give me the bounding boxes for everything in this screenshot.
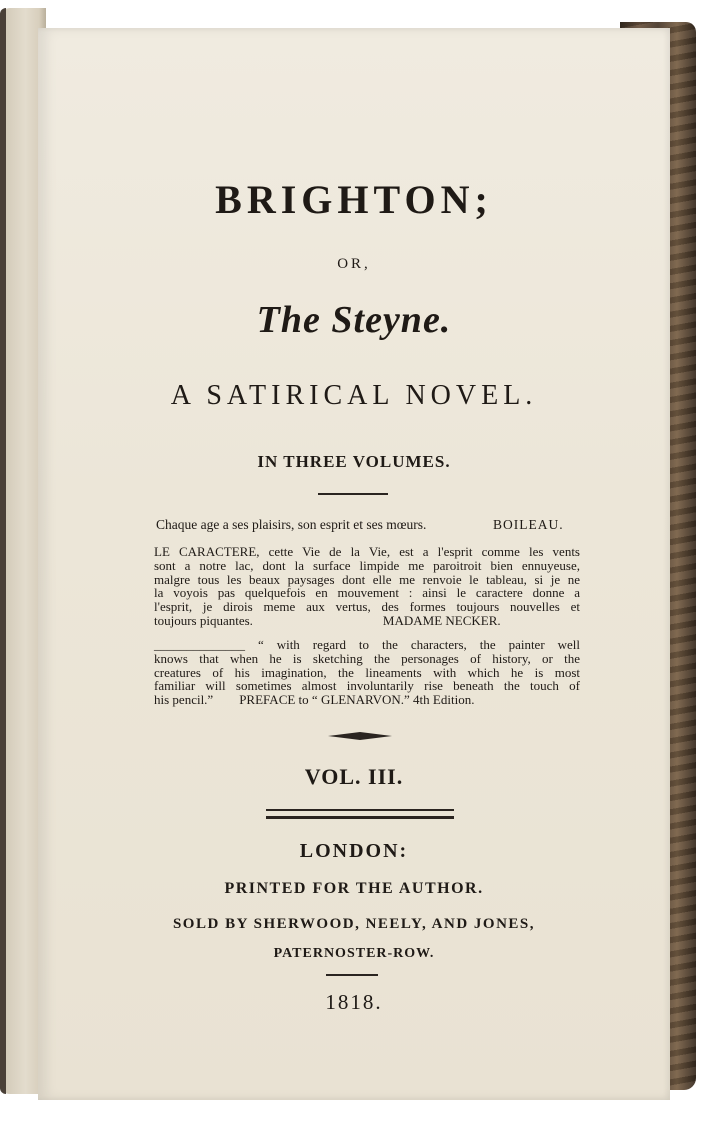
preface-line: ______________ “ with regard to the characters, the painter well [154, 637, 580, 652]
necker-line: LE CARACTERE, cette Vie de la Vie, est a l'esprit comme les vents [154, 544, 580, 559]
book-title: BRIGHTON; [215, 177, 493, 222]
title-page [38, 28, 670, 1100]
genre-line: A SATIRICAL NOVEL. [170, 380, 538, 411]
sold-by: SOLD BY SHERWOOD, NEELY, AND JONES, [172, 916, 536, 932]
boileau-quote: Chaque age a ses plaisirs, son esprit et ses mœurs. [156, 517, 427, 532]
necker-line: toujours piquantes. MADAME NECKER. [154, 612, 501, 628]
necker-line: malgre tous les beaux paysages dont elle me renvoie le tableau, si je ne [154, 571, 580, 587]
necker-line: la voyois pas quelquefois en mouvement : ainsi le caractere donne a [154, 585, 580, 601]
necker-line: sont a notre lac, dont la surface limpide me paroitroit bien ennuyeuse, [154, 557, 580, 573]
short-rule [326, 974, 378, 976]
preface-line: creatures of his imagination, the lineaments with which he is most [154, 664, 580, 680]
necker-line: l'esprit, je dirois meme aux vertus, des formes toujours nouvelles et [154, 599, 580, 615]
printed-for: PRINTED FOR THE AUTHOR. [224, 880, 484, 897]
divider-rule [318, 493, 388, 495]
imprint-address: PATERNOSTER-ROW. [273, 946, 435, 961]
preface-line: his pencil.” PREFACE to “ GLENARVON.” 4th Edition. [154, 692, 475, 708]
double-rule-top [266, 809, 454, 811]
boileau-epigraph [156, 517, 564, 533]
ornament-rule [328, 731, 392, 741]
preface-epigraph [154, 638, 580, 707]
boileau-author: BOILEAU. [493, 517, 564, 532]
publication-year: 1818. [325, 990, 383, 1014]
preface-line: familiar will sometimes almost involuntarily rise beneath the touch of [154, 678, 580, 694]
double-rule-bottom [266, 816, 454, 819]
book-subtitle: The Steyne. [256, 299, 452, 341]
volume-number: VOL. III. [304, 764, 404, 789]
or-connector: OR, [337, 256, 371, 272]
volume-count: IN THREE VOLUMES. [257, 452, 451, 471]
imprint-city: LONDON: [299, 840, 409, 862]
preface-line: knows that when he is sketching the personages of history, or the [154, 650, 580, 666]
necker-epigraph [154, 545, 580, 628]
